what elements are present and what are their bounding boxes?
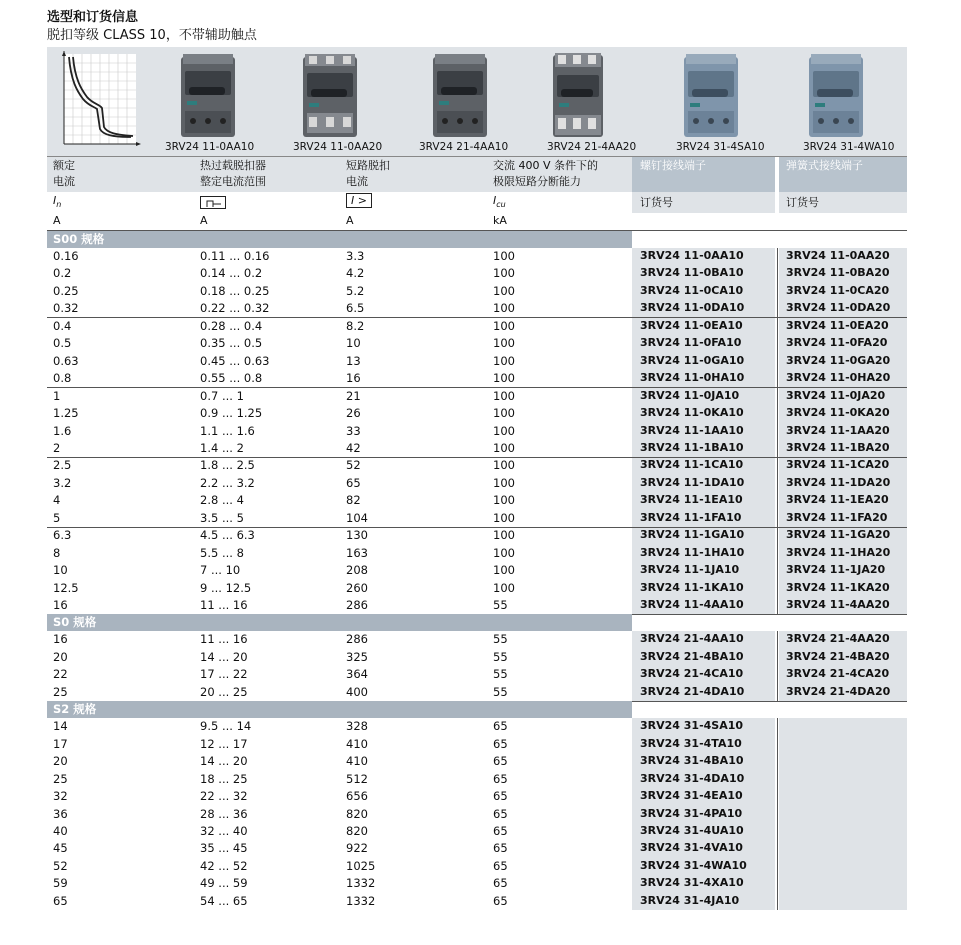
column-divider: [777, 631, 778, 701]
order-no-spring: 3RV24 11-0FA20: [786, 336, 888, 350]
breaking-capacity: 100: [493, 318, 515, 333]
table-row: [47, 492, 907, 509]
table-row: [47, 527, 907, 544]
thermal-range: 0.11 ... 0.16: [200, 249, 270, 263]
order-no-spring: 3RV24 11-0EA20: [786, 318, 889, 332]
table-row: [47, 806, 907, 823]
product-label: 3RV24 31-4WA10: [803, 141, 895, 153]
col-screw-terminal-header: 螺钉接线端子: [640, 159, 706, 172]
thermal-range: 0.22 ... 0.32: [200, 301, 270, 316]
table-row: [47, 840, 907, 857]
short-circuit-current: 26: [346, 406, 361, 421]
short-circuit-current: 21: [346, 388, 361, 403]
thermal-range: 28 ... 36: [200, 806, 248, 821]
product-label: 3RV24 31-4SA10: [676, 141, 765, 153]
breaking-capacity: 100: [493, 580, 515, 595]
rated-current: 20: [53, 754, 68, 769]
table-row: [47, 457, 907, 474]
thermal-range: 11 ... 16: [200, 632, 248, 647]
breaking-capacity: 65: [493, 858, 508, 873]
order-no-screw: 3RV24 11-0AA10: [640, 249, 744, 262]
breaking-capacity: 55: [493, 632, 508, 647]
rated-current: 4: [53, 493, 61, 508]
breaking-capacity: 65: [493, 771, 508, 786]
rated-current: 0.8: [53, 371, 72, 386]
column-divider: [777, 718, 778, 910]
short-circuit-current: 33: [346, 423, 361, 438]
short-circuit-current: 4.2: [346, 266, 365, 281]
product-image-1: [165, 51, 275, 155]
breaking-capacity: 100: [493, 249, 515, 263]
short-circuit-current: 820: [346, 823, 368, 838]
symbol-in: $I_n$: [53, 194, 62, 210]
short-circuit-current: 6.5: [346, 301, 365, 316]
order-no-screw: 3RV24 31-4EA10: [640, 789, 743, 803]
order-no-screw: 3RV24 11-0BA10: [640, 266, 744, 280]
order-no-spring: 3RV24 11-0AA20: [786, 249, 890, 262]
thermal-symbol: [200, 194, 226, 210]
breaking-capacity: 65: [493, 806, 508, 821]
rated-current: 14: [53, 719, 68, 734]
breaking-capacity: 55: [493, 684, 508, 699]
rated-current: 22: [53, 667, 68, 682]
order-no-spring: 3RV24 11-0JA20: [786, 388, 886, 402]
order-no-spring: 3RV24 11-1JA20: [786, 563, 886, 577]
short-circuit-current: 656: [346, 789, 368, 804]
breaking-capacity: 100: [493, 475, 515, 490]
thermal-range: 17 ... 22: [200, 667, 248, 682]
thermal-range: 12 ... 17: [200, 736, 248, 751]
short-circuit-current: 286: [346, 632, 368, 647]
table-row: [47, 388, 907, 405]
product-label: 3RV24 21-4AA10: [419, 141, 509, 153]
page-subtitle: 脱扣等级 CLASS 10，不带辅助触点: [47, 28, 257, 43]
short-circuit-current: 325: [346, 649, 368, 664]
breaking-capacity: 100: [493, 440, 515, 455]
short-circuit-current: 163: [346, 545, 368, 560]
breaking-capacity: 100: [493, 266, 515, 281]
order-no-spring: 3RV24 11-1EA20: [786, 493, 889, 507]
rated-current: 0.63: [53, 353, 79, 368]
rated-current: 25: [53, 684, 68, 699]
table-row: [47, 788, 907, 805]
order-no-screw: 3RV24 11-1HA10: [640, 545, 745, 559]
order-no-spring: 3RV24 21-4CA20: [786, 667, 890, 681]
product-image-2: [293, 51, 403, 155]
breaking-capacity: 100: [493, 493, 515, 508]
breaking-capacity: 65: [493, 841, 508, 856]
order-no-spring: 3RV24 11-1HA20: [786, 545, 891, 559]
rated-current: 5: [53, 510, 61, 525]
order-no-screw: 3RV24 11-0FA10: [640, 336, 742, 350]
breaking-capacity: 100: [493, 563, 515, 578]
thermal-range: 35 ... 45: [200, 841, 248, 856]
table-row: [47, 666, 907, 683]
order-no-screw: 3RV24 31-4TA10: [640, 736, 742, 750]
table-row: [47, 771, 907, 788]
order-no-spring: 3RV24 11-4AA20: [786, 598, 890, 611]
order-no-screw: 3RV24 11-0GA10: [640, 353, 745, 367]
thermal-range: 49 ... 59: [200, 876, 248, 891]
short-circuit-current: 16: [346, 371, 361, 386]
table-row: [47, 423, 907, 440]
breaking-capacity: 65: [493, 876, 508, 891]
breaking-capacity: 65: [493, 789, 508, 804]
order-no-spring: 3RV24 11-0HA20: [786, 371, 891, 385]
column-divider: [777, 248, 778, 614]
col-rated-current-header: 额定 电流: [53, 159, 75, 188]
thermal-range: 32 ... 40: [200, 823, 248, 838]
order-no-spring: 3RV24 11-1GA20: [786, 528, 891, 542]
short-circuit-symbol: I >: [346, 193, 372, 209]
breaking-capacity: 55: [493, 667, 508, 682]
rated-current: 8: [53, 545, 61, 560]
short-circuit-current: 364: [346, 667, 368, 682]
short-circuit-current: 42: [346, 440, 361, 455]
thermal-range: 0.7 ... 1: [200, 388, 244, 403]
short-circuit-current: 130: [346, 528, 368, 543]
table-row: [47, 510, 907, 527]
product-label: 3RV24 11-0AA20: [293, 141, 383, 153]
order-no-screw: 3RV24 31-4JA10: [640, 893, 740, 907]
thermal-range: 42 ... 52: [200, 858, 248, 873]
product-image-4: [547, 51, 657, 155]
short-circuit-current: 820: [346, 806, 368, 821]
rated-current: 3.2: [53, 475, 72, 490]
thermal-range: 1.8 ... 2.5: [200, 458, 255, 473]
rated-current: 1.25: [53, 406, 79, 421]
order-no-screw: 3RV24 11-1DA10: [640, 475, 745, 489]
thermal-range: 2.8 ... 4: [200, 493, 244, 508]
order-no-screw: 3RV24 11-1BA10: [640, 440, 744, 454]
short-circuit-current: 1332: [346, 893, 376, 908]
short-circuit-current: 410: [346, 736, 368, 751]
short-circuit-current: 8.2: [346, 318, 365, 333]
rated-current: 12.5: [53, 580, 79, 595]
table-row: [47, 370, 907, 387]
order-no-spring: 3RV24 21-4DA20: [786, 684, 891, 698]
breaking-capacity: 55: [493, 598, 508, 612]
thermal-range: 9 ... 12.5: [200, 580, 252, 595]
rated-current: 0.5: [53, 336, 72, 351]
order-no-screw: 3RV24 11-1CA10: [640, 458, 744, 472]
symbol-icu: $I_{cu}$: [493, 194, 506, 210]
col-spring-terminal-header: 弹簧式接线端子: [786, 159, 863, 172]
rated-current: 25: [53, 771, 68, 786]
table-row: [47, 562, 907, 579]
table-row: [47, 649, 907, 666]
page-title: 选型和订货信息: [47, 10, 139, 25]
rated-current: 1.6: [53, 423, 72, 438]
short-circuit-current: 1025: [346, 858, 376, 873]
breaking-capacity: 65: [493, 893, 508, 908]
table-row: [47, 858, 907, 875]
col-short-circuit-header: 短路脱扣 电流: [346, 159, 390, 188]
order-no-spring: 3RV24 11-1CA20: [786, 458, 890, 472]
breaking-capacity: 100: [493, 406, 515, 421]
breaking-capacity: 100: [493, 423, 515, 438]
breaking-capacity: 100: [493, 336, 515, 351]
breaking-capacity: 100: [493, 510, 515, 525]
order-no-spring: 3RV24 21-4BA20: [786, 649, 890, 663]
order-no-screw: 3RV24 31-4XA10: [640, 876, 744, 890]
rated-current: 0.4: [53, 318, 72, 333]
col-thermal-range-header: 热过载脱扣器 整定电流范围: [200, 159, 266, 188]
thermal-range: 7 ... 10: [200, 563, 241, 578]
order-no-screw: 3RV24 31-4SA10: [640, 719, 744, 733]
thermal-range: 3.5 ... 5: [200, 510, 244, 525]
order-no-screw: 3RV24 31-4PA10: [640, 806, 743, 820]
order-no-screw: 3RV24 11-1AA10: [640, 423, 744, 437]
product-label: 3RV24 21-4AA20: [547, 141, 637, 153]
short-circuit-current: 328: [346, 719, 368, 734]
rated-current: 6.3: [53, 528, 72, 543]
order-no-spring: 3RV24 11-0BA20: [786, 266, 890, 280]
order-no-screw: 3RV24 11-0CA10: [640, 283, 744, 297]
thermal-range: 5.5 ... 8: [200, 545, 244, 560]
order-no-screw: 3RV24 21-4AA10: [640, 632, 744, 646]
table-row: [47, 684, 907, 701]
breaking-capacity: 65: [493, 719, 508, 734]
breaking-capacity: 100: [493, 388, 515, 403]
order-no-screw: 3RV24 31-4UA10: [640, 823, 744, 837]
rated-current: 17: [53, 736, 68, 751]
rated-current: 16: [53, 598, 68, 612]
breaking-capacity: 65: [493, 736, 508, 751]
breaking-capacity: 65: [493, 754, 508, 769]
breaking-capacity: 100: [493, 283, 515, 298]
order-no-screw: 3RV24 21-4DA10: [640, 684, 745, 698]
rated-current: 2: [53, 440, 61, 455]
rated-current: 20: [53, 649, 68, 664]
order-no-screw: 3RV24 31-4WA10: [640, 858, 747, 872]
trip-characteristic-chart: [57, 51, 142, 151]
thermal-range: 0.18 ... 0.25: [200, 283, 270, 298]
order-no-spring-label: 订货号: [786, 196, 819, 209]
table-row: [47, 753, 907, 770]
rated-current: 0.16: [53, 249, 79, 263]
short-circuit-current: 410: [346, 754, 368, 769]
rated-current: 59: [53, 876, 68, 891]
rated-current: 16: [53, 632, 68, 647]
col-breaking-capacity-header: 交流 400 V 条件下的 极限短路分断能力: [493, 159, 599, 188]
table-row: [47, 597, 907, 614]
order-no-screw: 3RV24 11-0KA10: [640, 406, 744, 420]
thermal-range: 22 ... 32: [200, 789, 248, 804]
section-header: S0 规格: [47, 614, 632, 631]
product-image-6: [803, 51, 913, 155]
order-no-screw: 3RV24 11-0EA10: [640, 318, 743, 332]
thermal-range: 11 ... 16: [200, 598, 248, 612]
thermal-range: 14 ... 20: [200, 754, 248, 769]
thermal-range: 0.35 ... 0.5: [200, 336, 263, 351]
table-row: [47, 893, 907, 910]
order-no-spring: 3RV24 11-0KA20: [786, 406, 890, 420]
thermal-range: 4.5 ... 6.3: [200, 528, 255, 543]
breaking-capacity: 100: [493, 545, 515, 560]
order-no-screw: 3RV24 21-4BA10: [640, 649, 744, 663]
product-label: 3RV24 11-0AA10: [165, 141, 255, 153]
order-no-spring: 3RV24 11-1DA20: [786, 475, 891, 489]
order-no-screw: 3RV24 11-1KA10: [640, 580, 744, 594]
table-row: [47, 580, 907, 597]
short-circuit-current: 3.3: [346, 249, 365, 263]
order-no-screw: 3RV24 11-0JA10: [640, 388, 740, 402]
short-circuit-current: 286: [346, 598, 368, 612]
order-no-screw: 3RV24 31-4VA10: [640, 841, 743, 855]
table-row: [47, 545, 907, 562]
rated-current: 36: [53, 806, 68, 821]
order-no-screw: 3RV24 11-1FA10: [640, 510, 742, 524]
breaking-capacity: 55: [493, 649, 508, 664]
thermal-range: 1.1 ... 1.6: [200, 423, 255, 438]
product-image-3: [419, 51, 529, 155]
rated-current: 52: [53, 858, 68, 873]
rated-current: 2.5: [53, 458, 72, 473]
short-circuit-current: 104: [346, 510, 368, 525]
order-no-screw: 3RV24 21-4CA10: [640, 667, 744, 681]
rated-current: 40: [53, 823, 68, 838]
order-no-spring: 3RV24 11-1BA20: [786, 440, 890, 454]
order-no-screw: 3RV24 11-1GA10: [640, 528, 745, 542]
breaking-capacity: 100: [493, 528, 515, 543]
table-row: [47, 300, 907, 317]
short-circuit-current: 10: [346, 336, 361, 351]
table-row: [47, 405, 907, 422]
order-no-spring: 3RV24 21-4AA20: [786, 632, 890, 646]
order-no-spring: 3RV24 11-1AA20: [786, 423, 890, 437]
rated-current: 0.32: [53, 301, 79, 316]
thermal-range: 9.5 ... 14: [200, 719, 252, 734]
unit-breaking-capacity: kA: [493, 214, 507, 227]
short-circuit-current: 512: [346, 771, 368, 786]
breaking-capacity: 100: [493, 353, 515, 368]
order-no-screw: 3RV24 11-1JA10: [640, 563, 740, 577]
breaking-capacity: 100: [493, 458, 515, 473]
order-no-spring: 3RV24 11-0DA20: [786, 301, 891, 315]
thermal-range: 0.55 ... 0.8: [200, 371, 263, 386]
table-row: [47, 335, 907, 352]
table-row: [47, 353, 907, 370]
table-row: [47, 265, 907, 282]
rated-current: 0.25: [53, 283, 79, 298]
thermal-range: 20 ... 25: [200, 684, 248, 699]
order-no-screw: 3RV24 11-4AA10: [640, 598, 744, 611]
order-no-screw: 3RV24 31-4BA10: [640, 754, 744, 768]
order-no-spring: 3RV24 11-1KA20: [786, 580, 890, 594]
table-row: [47, 823, 907, 840]
table-row: [47, 718, 907, 735]
order-no-screw: 3RV24 11-1EA10: [640, 493, 743, 507]
thermal-range: 0.14 ... 0.2: [200, 266, 263, 281]
table-row: [47, 631, 907, 648]
thermal-range: 2.2 ... 3.2: [200, 475, 255, 490]
order-no-screw: 3RV24 11-0DA10: [640, 301, 745, 315]
short-circuit-current: 13: [346, 353, 361, 368]
rated-current: 32: [53, 789, 68, 804]
table-row: [47, 736, 907, 753]
unit-short-circuit: A: [346, 214, 354, 227]
thermal-range: 0.9 ... 1.25: [200, 406, 263, 421]
table-row: [47, 475, 907, 492]
rated-current: 0.2: [53, 266, 72, 281]
short-circuit-current: 208: [346, 563, 368, 578]
order-no-spring: 3RV24 11-0CA20: [786, 283, 890, 297]
order-no-spring: 3RV24 11-0GA20: [786, 353, 891, 367]
short-circuit-current: 400: [346, 684, 368, 699]
rated-current: 65: [53, 893, 68, 908]
table-row: [47, 248, 907, 265]
short-circuit-current: 260: [346, 580, 368, 595]
unit-thermal-range: A: [200, 214, 208, 227]
table-row: [47, 283, 907, 300]
short-circuit-current: 1332: [346, 876, 376, 891]
thermal-range: 0.45 ... 0.63: [200, 353, 270, 368]
unit-rated-current: A: [53, 214, 61, 227]
rated-current: 10: [53, 563, 68, 578]
order-no-spring: 3RV24 11-1FA20: [786, 510, 888, 524]
rated-current: 45: [53, 841, 68, 856]
thermal-range: 18 ... 25: [200, 771, 248, 786]
short-circuit-current: 65: [346, 475, 361, 490]
section-header: S2 规格: [47, 701, 632, 718]
table-row: [47, 875, 907, 892]
section-header: S00 规格: [47, 231, 632, 248]
rated-current: 1: [53, 388, 61, 403]
short-circuit-current: 5.2: [346, 283, 365, 298]
thermal-range: 14 ... 20: [200, 649, 248, 664]
short-circuit-current: 52: [346, 458, 361, 473]
breaking-capacity: 100: [493, 371, 515, 386]
order-no-screw-label: 订货号: [640, 196, 673, 209]
breaking-capacity: 100: [493, 301, 515, 316]
thermal-range: 54 ... 65: [200, 893, 248, 908]
table-row: [47, 440, 907, 457]
order-no-screw: 3RV24 11-0HA10: [640, 371, 745, 385]
breaking-capacity: 65: [493, 823, 508, 838]
short-circuit-current: 82: [346, 493, 361, 508]
order-no-screw: 3RV24 31-4DA10: [640, 771, 745, 785]
short-circuit-current: 922: [346, 841, 368, 856]
thermal-range: 1.4 ... 2: [200, 440, 244, 455]
table-row: [47, 318, 907, 335]
thermal-range: 0.28 ... 0.4: [200, 318, 263, 333]
product-image-5: [676, 51, 786, 155]
